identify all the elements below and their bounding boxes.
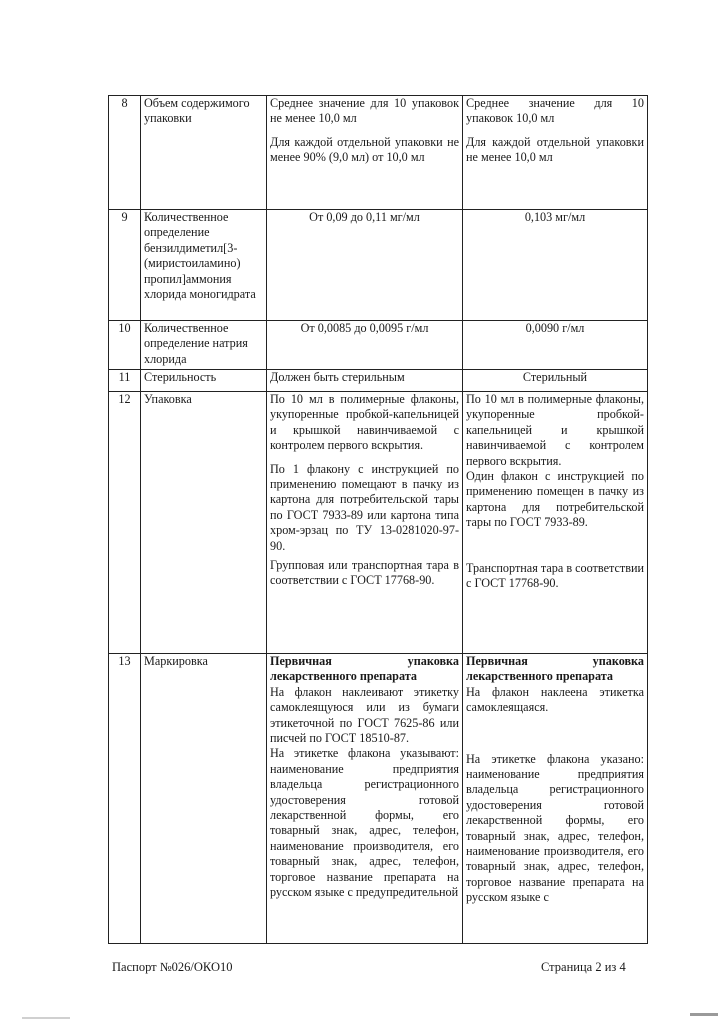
indicator-name: Объем содержимого упаковки (141, 96, 267, 210)
requirement-cell (267, 96, 463, 210)
table-row (109, 370, 648, 392)
indicator-name: Стерильность (141, 370, 267, 392)
page-number: Страница 2 из 4 (541, 960, 626, 974)
row-number: 9 (109, 210, 141, 321)
specification-table (108, 95, 648, 944)
row-number: 8 (109, 96, 141, 210)
indicator-name: Количественное определение натрия хлорида (141, 321, 267, 370)
result-text: На флакон наклеена этикетка самоклеящаяся. (466, 684, 644, 715)
indicator-name: Маркировка (141, 654, 267, 944)
requirement-text: По 1 флакону с инструкцией по применению помещают в пачку из картона для потребительской тары по ГОСТ 7933-89 или картона типа хром-эрзац по ТУ 13-0281020-97-90. (270, 461, 459, 553)
table-row (109, 654, 648, 944)
requirement-text: Среднее значение для 10 упаковок не менее 10,0 мл (270, 96, 459, 126)
requirement-text: Для каждой отдельной упаковки не менее 90% (9,0 мл) от 10,0 мл (270, 134, 459, 165)
requirement-cell (267, 392, 463, 654)
section-heading: Первичная упаковка лекарственного препарата (466, 654, 644, 684)
result-text: Транспортная тара в соответствии с ГОСТ 17768-90. (466, 560, 644, 591)
requirement-text: На этикетке флакона указывают: наименование предприятия владельца регистрационного удостоверения готовой лекарственной формы, его товарный знак, адрес, телефон, наименование производителя, его товарный знак, адрес, телефон, торговое название препарата на русском языке с предупредительной (270, 746, 459, 900)
result-text: По 10 мл в полимерные флаконы, укупоренные пробкой-капельницей и крышкой навинчиваемой с контролем первого вскрытия. (466, 392, 644, 468)
result-text: На этикетке флакона указано: наименование предприятия владельца регистрационного удостоверения готовой лекарственной формы, его товарный знак, адрес, телефон, наименование производителя, его товарный знак, адрес, телефон, торговое название препарата на русском языке с (466, 751, 644, 905)
row-number: 11 (109, 370, 141, 392)
table-row (109, 96, 648, 210)
result-cell: 0,0090 г/мл (463, 321, 648, 370)
scan-artifact (690, 1013, 718, 1016)
result-text: Для каждой отдельной упаковки не менее 10,0 мл (466, 134, 644, 165)
requirement-cell: От 0,09 до 0,11 мг/мл (267, 210, 463, 321)
row-number: 12 (109, 392, 141, 654)
passport-number: Паспорт №026/ОКО10 (112, 960, 233, 974)
result-cell: Стерильный (463, 370, 648, 392)
section-heading: Первичная упаковка лекарственного препарата (270, 654, 459, 684)
result-cell: 0,103 мг/мл (463, 210, 648, 321)
requirement-text: На флакон наклеивают этикетку самоклеящуюся или из бумаги этикеточной по ГОСТ 7625-86 или писчей по ГОСТ 18510-87. (270, 684, 459, 746)
table-row (109, 321, 648, 370)
requirement-text: По 10 мл в полимерные флаконы, укупоренные пробкой-капельницей и крышкой навинчиваемой с контролем первого вскрытия. (270, 392, 459, 453)
result-cell (463, 392, 648, 654)
result-cell (463, 96, 648, 210)
requirement-cell (267, 654, 463, 944)
requirement-cell: От 0,0085 до 0,0095 г/мл (267, 321, 463, 370)
row-number: 10 (109, 321, 141, 370)
requirement-cell: Должен быть стерильным (267, 370, 463, 392)
table-row (109, 392, 648, 654)
indicator-name: Количественное определение бензилдиметил[3-(миристоиламино) пропил]аммония хлорида моногидрата (141, 210, 267, 321)
result-text: Среднее значение для 10 упаковок 10,0 мл (466, 96, 644, 126)
table-row (109, 210, 648, 321)
row-number: 13 (109, 654, 141, 944)
requirement-text: Групповая или транспортная тара в соответствии с ГОСТ 17768-90. (270, 558, 459, 588)
indicator-name: Упаковка (141, 392, 267, 654)
scan-artifact (22, 1017, 70, 1019)
result-text: Один флакон с инструкцией по применению помещен в пачку из картона для потребительской тары по ГОСТ 7933-89. (466, 469, 644, 530)
result-cell (463, 654, 648, 944)
